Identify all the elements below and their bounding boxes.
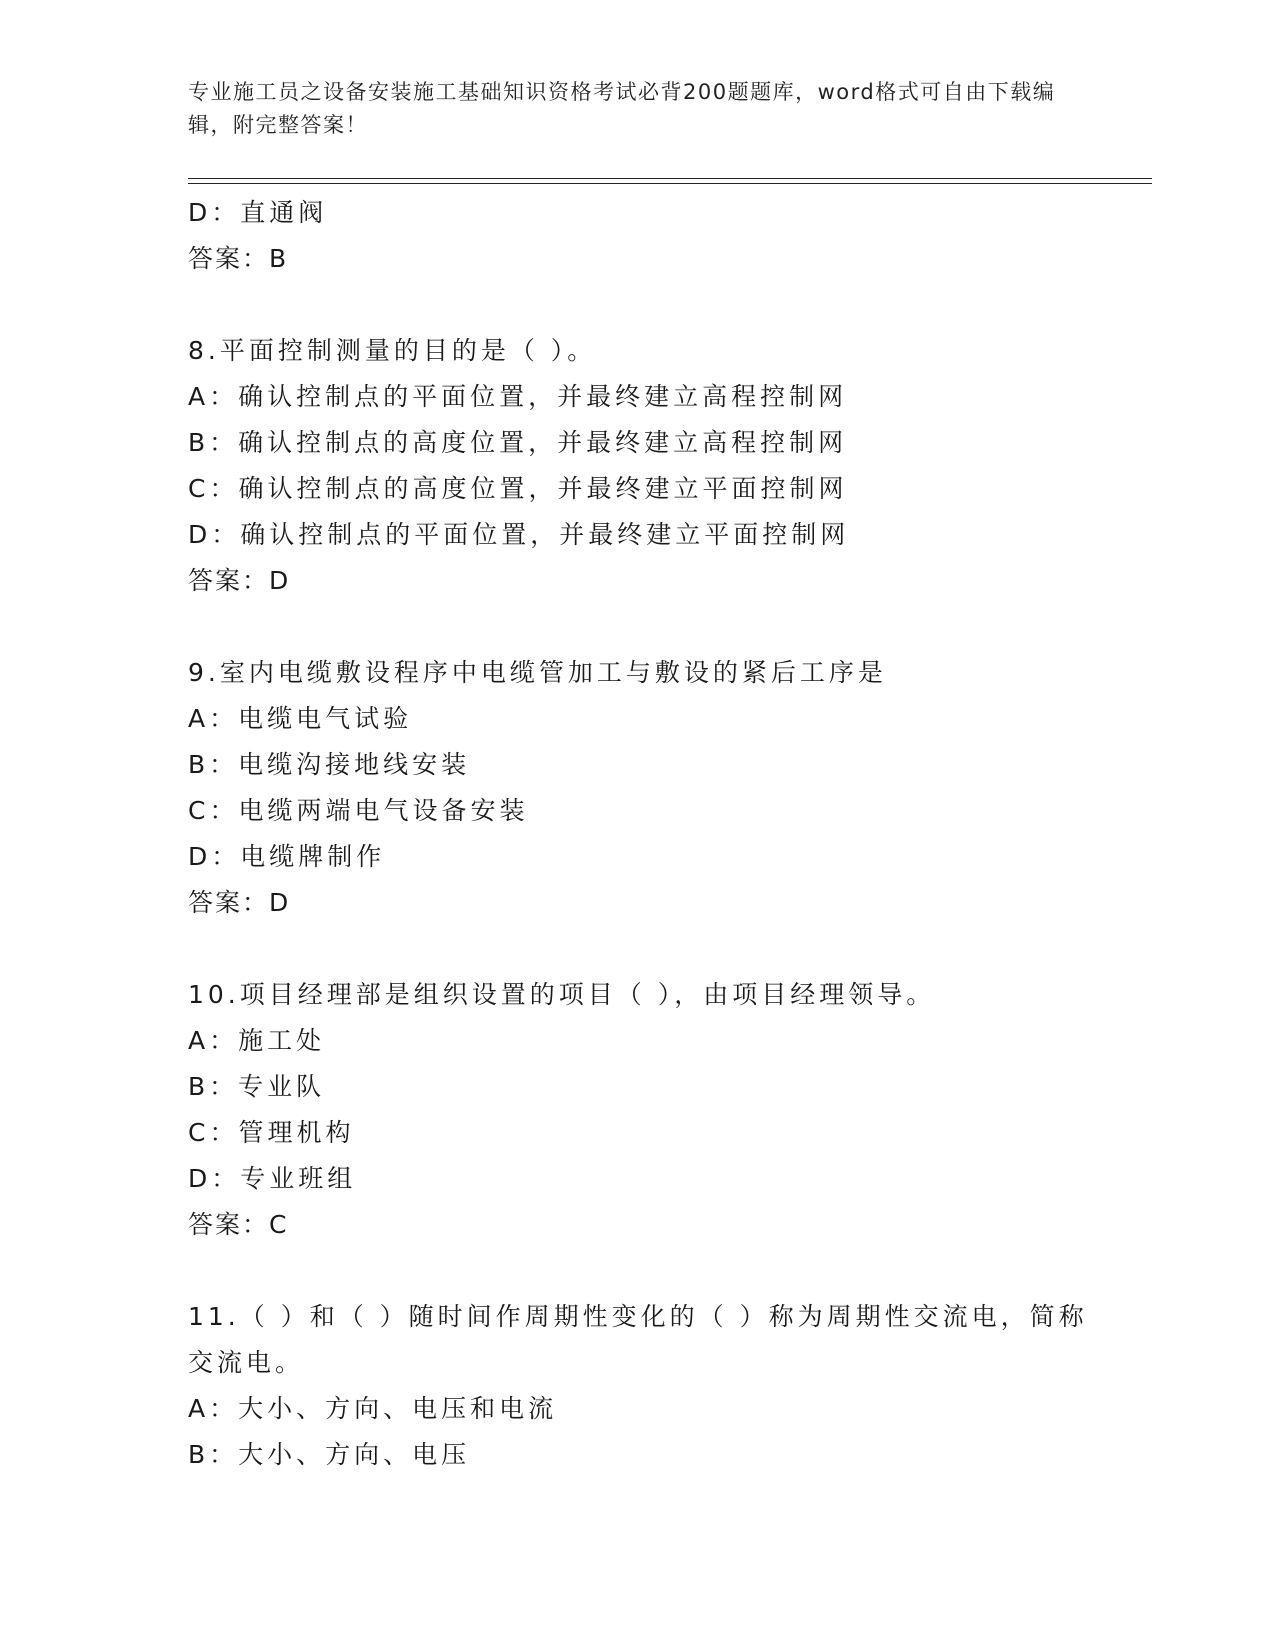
option-b: B：大小、方向、电压 — [188, 1440, 471, 1469]
prev-option-d: D：直通阀 — [188, 198, 328, 227]
option-b: B：电缆沟接地线安装 — [188, 750, 471, 779]
option-b: B：专业队 — [188, 1072, 326, 1101]
header-divider-top — [188, 178, 1152, 179]
question-list — [188, 190, 1088, 1478]
question-stem: 8.平面控制测量的目的是（ ）。 — [188, 336, 597, 365]
answer: 答案：D — [188, 566, 291, 595]
option-b: B：确认控制点的高度位置，并最终建立高程控制网 — [188, 428, 848, 457]
question-stem: 11.（ ）和（ ）随时间作周期性变化的（ ）称为周期性交流电，简称交流电。 — [188, 1302, 1088, 1377]
option-a: A：大小、方向、电压和电流 — [188, 1394, 558, 1423]
spacer — [188, 1248, 1088, 1294]
answer: 答案：C — [188, 1210, 289, 1239]
spacer — [188, 926, 1088, 972]
answer: 答案：D — [188, 888, 291, 917]
header-divider-bottom — [188, 183, 1152, 184]
prev-answer: 答案：B — [188, 244, 289, 273]
question-stem: 9.室内电缆敷设程序中电缆管加工与敷设的紧后工序是 — [188, 658, 887, 687]
question-8 — [188, 328, 1088, 604]
option-a: A：电缆电气试验 — [188, 704, 413, 733]
spacer — [188, 282, 1088, 328]
option-d: D：确认控制点的平面位置，并最终建立平面控制网 — [188, 520, 850, 549]
spacer — [188, 604, 1088, 650]
question-11 — [188, 1294, 1088, 1478]
option-a: A：确认控制点的平面位置，并最终建立高程控制网 — [188, 382, 848, 411]
option-d: D：电缆牌制作 — [188, 842, 386, 871]
question-9 — [188, 650, 1088, 926]
document-header: 专业施工员之设备安装施工基础知识资格考试必背200题题库，word格式可自由下载编辑，附完整答案！ — [188, 80, 1056, 137]
option-c: C：电缆两端电气设备安装 — [188, 796, 529, 825]
question-10 — [188, 972, 1088, 1248]
option-a: A：施工处 — [188, 1026, 326, 1055]
question-stem: 10.项目经理部是组织设置的项目（ ），由项目经理领导。 — [188, 980, 936, 1009]
option-c: C：确认控制点的高度位置，并最终建立平面控制网 — [188, 474, 848, 503]
option-d: D：专业班组 — [188, 1164, 357, 1193]
option-c: C：管理机构 — [188, 1118, 355, 1147]
